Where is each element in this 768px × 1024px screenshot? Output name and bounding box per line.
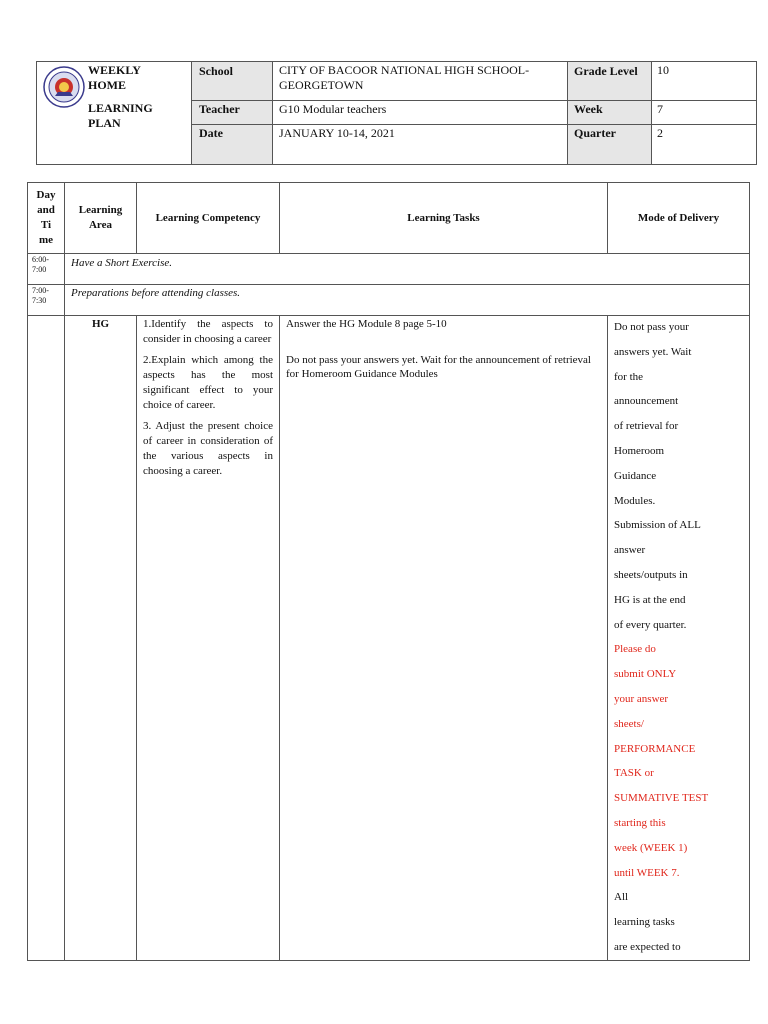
mode-line: sheets/outputs in xyxy=(614,568,688,581)
date-label: Date xyxy=(199,126,223,140)
mode-line: submit ONLY xyxy=(614,668,677,681)
mode-line: learning tasks xyxy=(614,916,675,929)
teacher-label: Teacher xyxy=(199,102,240,116)
header-competency: Learning Competency xyxy=(155,212,261,224)
time-cell xyxy=(32,286,49,306)
competency-item: 2.Explain which among the aspects has the most significant effect to your choice of career. xyxy=(143,354,273,411)
school-value xyxy=(279,63,529,93)
quarter-value: 2 xyxy=(657,126,663,140)
header-text: Area xyxy=(88,219,112,231)
task-item: Do not pass your answers yet. Wait for the announcement of retrieval for Homeroom Guidance Modules xyxy=(286,354,591,380)
mode-line: All xyxy=(614,891,629,904)
header-learning-area xyxy=(65,183,136,253)
mode-line: starting this xyxy=(614,816,666,829)
header-text: me xyxy=(38,234,54,246)
time-text: 7:00 xyxy=(32,265,47,274)
mode-line: sheets/ xyxy=(614,717,644,730)
mode-line: until WEEK 7. xyxy=(614,866,680,879)
mode-line: week (WEEK 1) xyxy=(614,841,688,854)
header-text: Day xyxy=(36,189,56,201)
school-line: CITY OF BACOOR NATIONAL HIGH SCHOOL- xyxy=(279,63,530,77)
task-item: Answer the HG Module 8 page 5-10 xyxy=(286,318,447,330)
competency-list xyxy=(143,317,273,479)
competency-item: 1.Identify the aspects to consider in choosing a career xyxy=(143,318,273,345)
mode-line: of retrieval for xyxy=(614,420,679,433)
mode-line: for the xyxy=(614,370,644,383)
grade-label: Grade Level xyxy=(574,64,638,78)
competency-item: 3. Adjust the present choice of career in consideration of the various aspects in choosing a career. xyxy=(143,420,273,477)
activity-text: Have a Short Exercise. xyxy=(71,257,173,269)
weekly-plan-table xyxy=(27,182,750,961)
mode-line: TASK or xyxy=(614,767,654,780)
school-line: GEORGETOWN xyxy=(279,78,364,92)
header-box xyxy=(36,61,757,165)
plan-title-line: HOME xyxy=(88,78,126,92)
plan-title-line: LEARNING xyxy=(88,101,153,115)
header-text: and xyxy=(37,204,55,216)
quarter-label: Quarter xyxy=(574,126,616,140)
time-cell xyxy=(32,255,49,275)
mode-line: answer xyxy=(614,544,646,557)
header-text: Ti xyxy=(40,219,52,231)
mode-line: are expected to xyxy=(614,940,681,953)
header-text: Learning xyxy=(78,204,123,216)
week-value: 7 xyxy=(657,102,663,116)
week-label: Week xyxy=(574,102,603,116)
grade-value: 10 xyxy=(657,63,669,77)
mode-line: announcement xyxy=(614,395,679,408)
time-text: 7:30 xyxy=(32,296,47,305)
mode-line: Modules. xyxy=(614,494,656,507)
plan-title-line: PLAN xyxy=(88,116,121,130)
learning-area-hg: HG xyxy=(91,318,110,330)
mode-line: SUMMATIVE TEST xyxy=(614,792,709,805)
mode-line: Homeroom xyxy=(614,444,665,457)
header-tasks: Learning Tasks xyxy=(407,212,480,224)
header-mode: Mode of Delivery xyxy=(637,212,720,224)
plan-title-line: WEEKLY xyxy=(88,63,141,77)
mode-line: Guidance xyxy=(614,469,657,482)
plan-title xyxy=(88,63,153,131)
mode-line: PERFORMANCE xyxy=(614,742,696,755)
task-list xyxy=(286,317,602,381)
header-day-time xyxy=(28,183,64,253)
activity-text: Preparations before attending classes. xyxy=(71,287,241,299)
time-text: 7:00- xyxy=(32,286,49,295)
date-value: JANUARY 10-14, 2021 xyxy=(279,126,395,140)
mode-line: Please do xyxy=(614,643,656,656)
time-text: 6:00- xyxy=(32,255,49,264)
mode-line: answers yet. Wait xyxy=(614,345,692,358)
deped-seal-icon xyxy=(43,66,85,108)
mode-of-delivery-text xyxy=(614,315,748,960)
mode-line: HG is at the end xyxy=(614,593,686,606)
school-label: School xyxy=(199,64,234,78)
teacher-value: G10 Modular teachers xyxy=(279,102,387,116)
mode-line: Do not pass your xyxy=(614,321,689,333)
mode-line: Submission of ALL xyxy=(614,519,701,532)
mode-line: of every quarter. xyxy=(614,618,687,631)
mode-line: your answer xyxy=(614,692,669,705)
